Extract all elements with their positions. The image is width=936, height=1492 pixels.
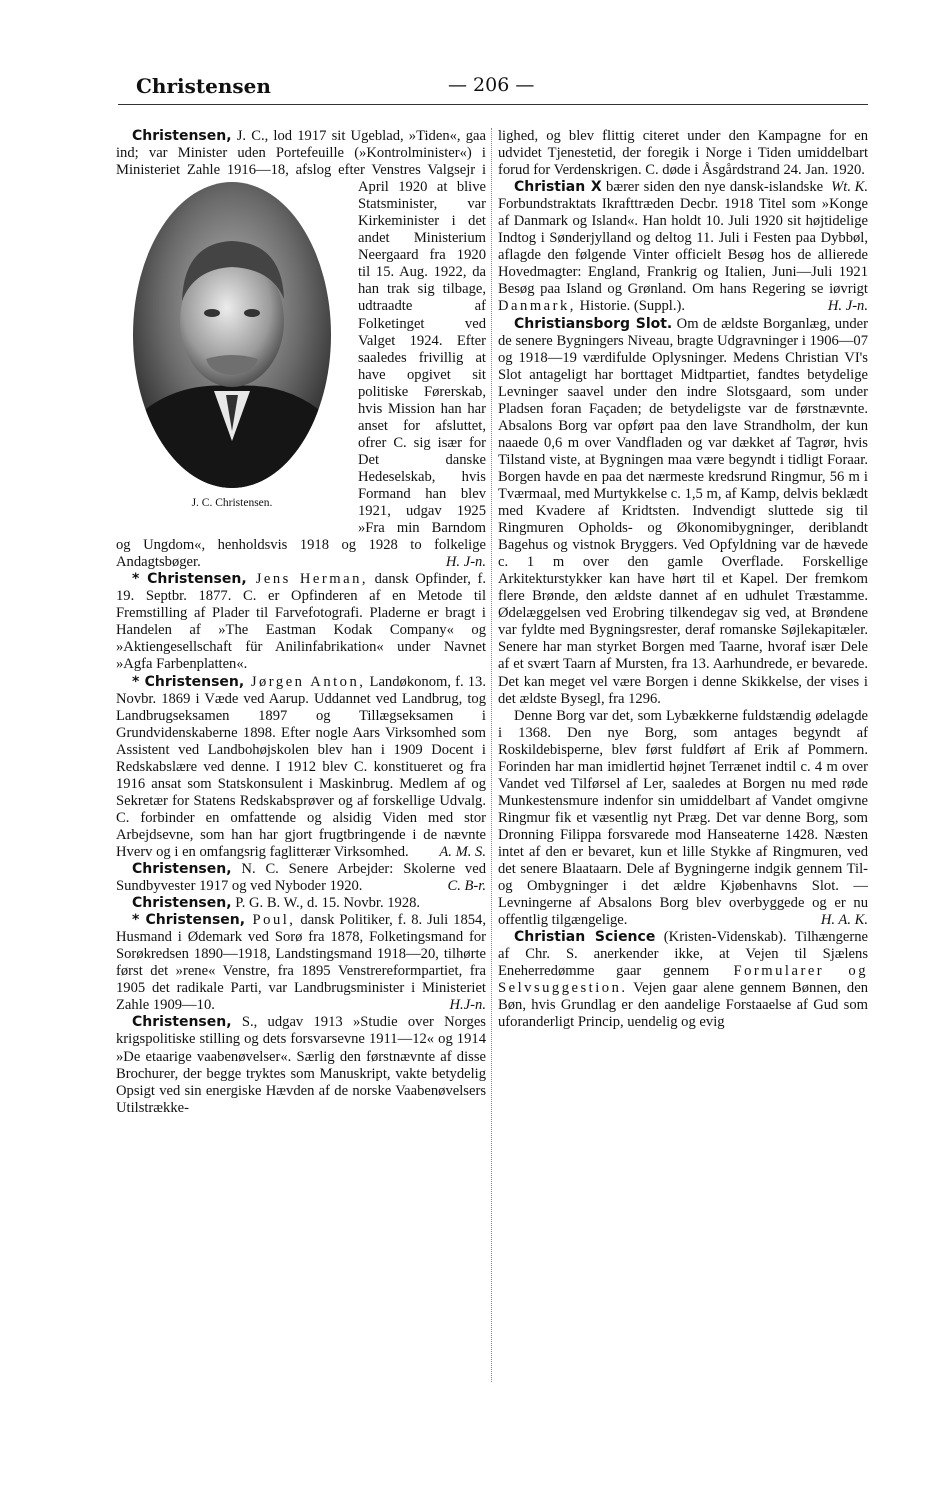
entry-headword: Christian Science [514, 929, 656, 946]
portrait-figure [114, 181, 350, 523]
entry-body: Denne Borg var det, som Lybækkerne fuldstændig ødelagde i 1368. Den nye Borg, som antages begyndt af Roskildebisperne, blev først fuldført af Erik af Pommern. Forinden har man imidlertid højnet Terrænet indtil c. 4 m over Vandet ved Tilførsel af Ler, saaledes at Borgen nu med røde Munkestensmure indenfor sin umiddelbart af Vandet omgivne Ringmur fik et væsentlig nyt Præg. Det var denne Borg, som Dronning Filippa forsvarede mod Hanseaterne 1428. Næsten intet af den er bevaret, kun et lille Stykke af Ringmuren, ved det senere Blaataarn. Dele af Bygningerne indgik gennem Til- og Ombygninger i det ældre Kjøbenhavns Slot. — Levningerne af Absalons Borg blev overbyggede og er nu offentlig tilgængelige. [498, 707, 868, 929]
right-column [498, 128, 868, 1031]
entry-body: P. G. B. W., d. 15. Novbr. 1928. [231, 895, 421, 912]
entry-body: N. C. Senere Arbejder: Skolerne ved Sundbyvester 1917 og ved Nyboder 1920. [116, 861, 486, 895]
entry-headword: Christian X [514, 179, 602, 196]
entry-body-part-1: J. C., lod 1917 sit Ugeblad, »Tiden«, gaa ind; var Minister uden Portefeuille (»Kontrolminister«) i Ministeriet Zahle 1916—18, afslog efter Venstres Valgsejr i April 1920 at [116, 128, 486, 196]
entry-headword: Christiansborg Slot. [514, 315, 673, 332]
entry-signature: C. B-r. [447, 878, 486, 895]
entry-body: Om de ældste Borganlæg, under de senere Bygningers Niveau, bragte Udgravninger i 1906—07 og 1918—19 værdifulde Oplysninger. Medens Christian VI's Slot antageligt har borttaget Midtpartiet, fandtes betydelige Levninger saavel under den indre Slotsgaard, som under Pladsen foran Façaden; de betydeligste var de førstnævnte. Absalons Borg var opført paa den lave Strandholm, der kun naaede 0,6 m over Vandfladen og var dækket af Tagrør, hvis Tilstand viste, at Bygningen maa være begyndt i tidligt Foraar. Borgen havde en paa det nærmeste kredsrund Ringmur, 56 m i Tværmaal, med Murtykkelse c. 1,5 m, af Kamp, delvis beklædt med Kvadere af Kridtsten. Indvendigt sluttede sig til Ringmuren Opholds- og Økonomibygninger, deriblandt Bagehus og vistnok Bryggers. Ved Opfyldning var de hævede c. 1 m over den gamle Overflade. Forskellige Arkitekturstykker kan have hørt til et Kapel. Der fremkom flere Brønde, den ældste dannet af en udhulet Træstamme. Ødelæggelsen ved Erobring tilkendegav sig ved, at Brøndene var fyldte med Bygningsrester, deraf romanske Søjlekapitæler. Senere har man styrket Borgen med Taarne, hvoraf især Dele af et svært Taarn af Mursten, fra 13. Aarhundrede, er bevarede. Det kan meget vel være Borgen i denne Skikkelse, der vises i det ældste Bysegl, fra 1296. [498, 315, 868, 707]
entry-spaced-name: Danmark, [498, 298, 576, 315]
entry-headword: Christensen, [132, 1014, 232, 1031]
portrait-caption: J. C. Christensen. [191, 497, 273, 510]
entry-spaced-name: Formularer og Selvsuggestion. [498, 963, 868, 997]
entry-body: Landøkonom, f. 13. Novbr. 1869 i Væde ved Aarup. Uddannet ved Landbrug, tog Landbrugseksamen 1897 og Tillægseksamen i Grundvidenskaberne 1898. Efter nogle Aars Virksomhed som Assistent ved Landbohøjskolen blev han i 1909 Docent i Redskabslære ved denne. I 1912 blev C. konstitueret og fra 1916 ansat som Statskonsulent i Maskinbrug. Medlem af og Sekretær for Statens Redskabsprøver og af forskellige Udvalg. C. forbinder en omfattende og alsidig Viden med stor Arbejdsevne, som han har gjort frugtbringende i de nævnte Hverv og i en omfangsrig faglitterær Virksomhed. [116, 673, 486, 860]
column-divider [491, 128, 492, 1382]
entry-jc-christensen [116, 128, 486, 571]
entry-body: lighed, og blev flittig citeret under den Kampagne for en udvidet Tjenestetid, der foregik i Norge i Tiden umiddelbart forud for Verdenskrigen. C. døde i Åsgårdstrand 24. Jan. 1920. [498, 128, 868, 179]
entry-body: (Kristen-Videnskab). Tilhængerne af Chr. S. anerkender ikke, at Vejen til Sjælens Eneherredømme gaar gennem [498, 929, 868, 980]
left-column [116, 128, 486, 1117]
entry-headword: Christensen, [132, 128, 232, 144]
page-number: — 206 — [448, 74, 535, 96]
entry-signature: H.J-n. [449, 997, 486, 1014]
entry-spaced-name: Jørgen Anton, [244, 673, 366, 690]
entry-signature: Wt. K. [831, 179, 868, 196]
entry-headword: Christensen, [132, 861, 232, 878]
entry-s-christensen [116, 1014, 486, 1116]
entry-headword: * Christensen, [132, 571, 247, 588]
portrait-photo [132, 181, 332, 489]
entry-body-tail: Vejen gaar alene gennem Bønnen, den Bøn, hvis Grundlag er den aandelige Forstaaelse af Gud som uforanderligt Princip, uendelig og evig [498, 980, 868, 1031]
entry-body: bærer siden den nye dansk-islandske Forbundstraktats Ikrafttræden Decbr. 1918 Titel som »Konge af Danmark og Island«. Han holdt 10. Juli 1920 sit højtidelige Indtog i Sønderjylland og deltog 11. Juli i Festen paa Dybbøl, aflagde den følgende Vinter officielt Besøg hos de allierede Hovedmagter: England, Frankrig og Italien, Juni—Juli 1921 Besøg paa Island og Grønland. Om hans Regering se iøvrigt [498, 179, 868, 298]
running-header [118, 70, 868, 105]
entry-jens-herman-christensen [116, 571, 486, 673]
entry-body: S., udgav 1913 »Studie over Norges krigspolitiske stilling og dets forsvarsevne 1911—12« og 1914 »De etaarige vaabenøvelser«. Særlig den førstnævnte af disse Brochurer, der begge tryktes som Manuskript, vakte betydelig Opsigt ved sin energiske Hævden af de norske Vaabenøvelsers Utilstrække- [116, 1014, 486, 1116]
entry-pgbw-christensen [116, 895, 486, 912]
entry-christian-x [498, 179, 868, 315]
entry-signature: H. A. K. [820, 912, 868, 929]
entry-signature: H. J-n. [827, 298, 868, 315]
entry-jorgen-anton-christensen [116, 674, 486, 862]
entry-christiansborg-continued [498, 708, 868, 930]
header-title: Christensen [136, 74, 271, 98]
entry-headword: Christensen, [132, 895, 232, 912]
entry-body: dansk Opfinder, f. 19. Septbr. 1877. C. er Opfinderen af en Metode til Fremstilling af Plader til Farvefotografi. Pladerne er bragt i Handelen af »The Eastman Kodak Company« og »Aktiengesellschaft für Anilinfabrikation« under Navnet »Agfa Farbenplatten«. [116, 571, 486, 673]
entry-signature: A. M. S. [439, 843, 486, 860]
entry-christiansborg-slot [498, 316, 868, 708]
entry-signature: H. J-n. [445, 554, 486, 571]
entry-headword: * Christensen, [132, 673, 245, 690]
entry-body: dansk Politiker, f. 8. Juli 1854, Husmand i Ødemark ved Sorø fra 1878, Folketingsmand for Sorøkredsen 1890—1918, Landstingsmand 1918—20, tilhørte først det »rene« Venstre, fra 1895 Venstrereformpartiet, fra 1905 det radikale Parti, var Landbrugsminister i Ministeriet Zahle 1909—10. [116, 912, 486, 1014]
entry-poul-christensen [116, 912, 486, 1014]
entry-spaced-name: Poul, [245, 912, 296, 929]
entry-body-part-2: blive Statsminister, var Kirkeminister i det andet Ministerium Neergaard fra 1920 til 15. Aug. 1922, da han trak sig tilbage, udtraadte af Folketinget ved Valget 1924. Efter saaledes frivillig at have opgivet sit politiske Førerskab, hvis Mission han har anset for afsluttet, ofrer C. sig især for Det danske Hedeselskab, hvis Formand han blev 1921, udgav 1925 »Fra min Barndom og Ungdom«, henholdsvis 1918 og 1928 to folkelige Andagtsbøger. [116, 179, 486, 571]
entry-headword: * Christensen, [132, 912, 246, 929]
entry-body-tail: Historie. (Suppl.). [575, 298, 685, 315]
entry-nc-christensen [116, 861, 486, 895]
entry-christian-science [498, 929, 868, 1031]
entry-spaced-name: Jens Herman, [246, 571, 369, 588]
